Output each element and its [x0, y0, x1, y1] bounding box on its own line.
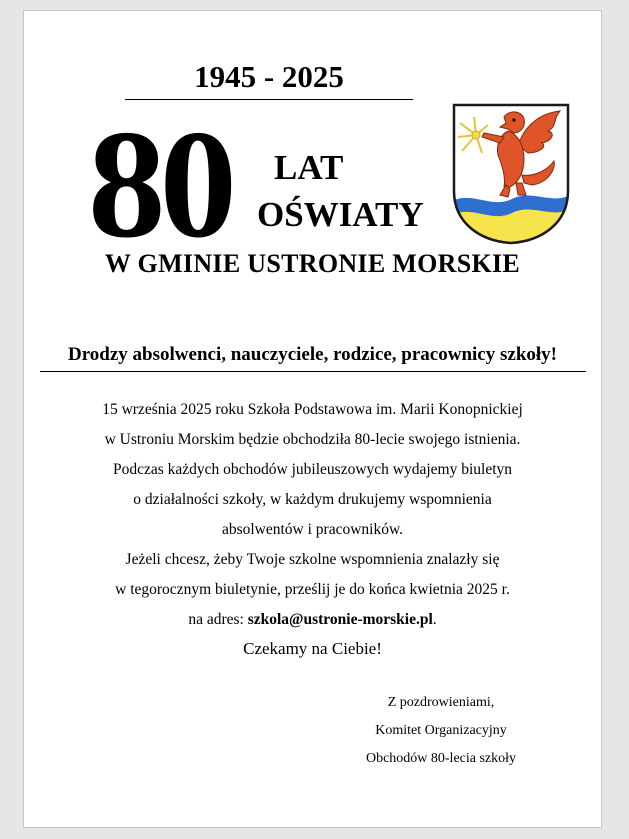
- griffin-coat-of-arms-icon: [452, 103, 570, 245]
- anniversary-number: 80: [88, 98, 231, 270]
- body-line: Jeżeli chcesz, żeby Twoje szkolne wspomnienia znalazły się: [125, 551, 500, 568]
- signature-line: Obchodów 80-lecia szkoły: [365, 751, 517, 766]
- body-line: absolwentów i pracowników.: [221, 521, 404, 538]
- greeting-heading: Drodzy absolwenci, nauczyciele, rodzice, pracownicy szkoły!: [67, 344, 557, 365]
- years-heading: 1945 - 2025: [194, 59, 344, 94]
- body-line: Podczas każdych obchodów jubileuszowych wydajemy biuletyn: [112, 461, 513, 478]
- address-suffix: .: [432, 611, 437, 628]
- signature-line: Z pozdrowieniami,: [387, 695, 495, 710]
- closing-line: Czekamy na Ciebie!: [243, 639, 382, 658]
- municipality-heading: W GMINIE USTRONIE MORSKIE: [104, 249, 521, 278]
- body-line: w tegorocznym biuletynie, prześlij je do końca kwietnia 2025 r.: [115, 581, 510, 598]
- lat-word: LAT: [274, 148, 344, 187]
- document-page: [23, 10, 602, 828]
- address-line: [24, 605, 601, 635]
- body-paragraph: [24, 395, 601, 635]
- body-line: 15 września 2025 roku Szkoła Podstawowa im. Marii Konopnickiej: [102, 401, 523, 418]
- email-address: szkola@ustronie-morskie.pl: [247, 611, 433, 628]
- address-prefix: na adres:: [188, 611, 248, 628]
- signature-line: Komitet Organizacyjny: [375, 723, 507, 738]
- body-line: w Ustroniu Morskim będzie obchodziła 80-lecie swojego istnienia.: [104, 431, 521, 448]
- greeting-underline: [40, 371, 586, 372]
- signature-block: [324, 689, 558, 773]
- oswiaty-word: OŚWIATY: [257, 195, 424, 234]
- body-line: o działalności szkoły, w każdym drukujemy wspomnienia: [133, 491, 492, 508]
